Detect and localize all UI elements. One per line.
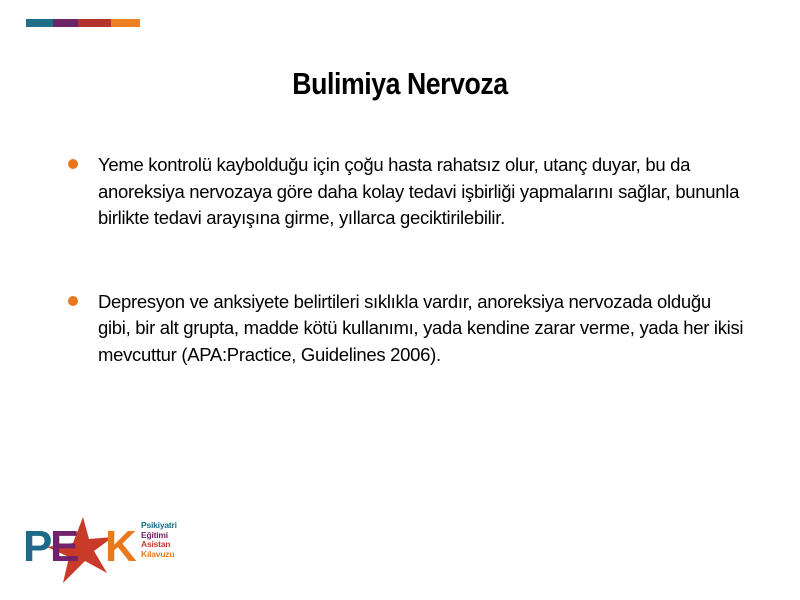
bullet-list — [66, 152, 746, 368]
logo-letter-a: A — [75, 522, 105, 571]
logo-subtitle-line: Eğitimi — [141, 529, 168, 540]
bullet-text: Yeme kontrolü kaybolduğu için çoğu hasta rahatsız olur, utanç duyar, bu da anoreksiya nervozaya göre daha kolay tedavi işbirliği yapmalarını sağlar, bununla birlikte tedavi arayışına girme, yıllarca geciktirilebilir. — [98, 154, 740, 228]
stripe-segment-purple — [53, 19, 78, 27]
bullet-dot-icon — [68, 296, 78, 306]
slide-title: Bulimiya Nervoza — [292, 66, 508, 101]
stripe-segment-blue — [26, 19, 53, 27]
bullet-dot-icon — [68, 159, 78, 169]
logo-letter-k: K — [105, 522, 135, 571]
stripe-segment-orange — [111, 19, 140, 27]
logo-subtitle-line: Psikiyatri — [141, 520, 177, 530]
bullet-text: Depresyon ve anksiyete belirtileri sıklıkla vardır, anoreksiya nervozada olduğu gibi, bir alt grupta, madde kötü kullanımı, yada kendine zarar verme, yada her ikisi mevcuttur (APA:Practice, Guidelines 2006). — [98, 290, 744, 365]
logo-subtitle-line: Kılavuzu — [141, 548, 175, 559]
logo-letter-e: E — [50, 522, 78, 571]
bullet-item — [66, 152, 746, 232]
logo-letter-p: P — [23, 522, 51, 571]
bullet-item — [66, 289, 746, 369]
peak-logo — [23, 517, 183, 589]
logo-subtitle — [141, 521, 177, 559]
logo-subtitle-line: Asistan — [141, 539, 171, 549]
stripe-segment-red — [78, 19, 111, 27]
top-color-stripe — [26, 19, 140, 27]
peak-logo-mark — [23, 517, 141, 589]
